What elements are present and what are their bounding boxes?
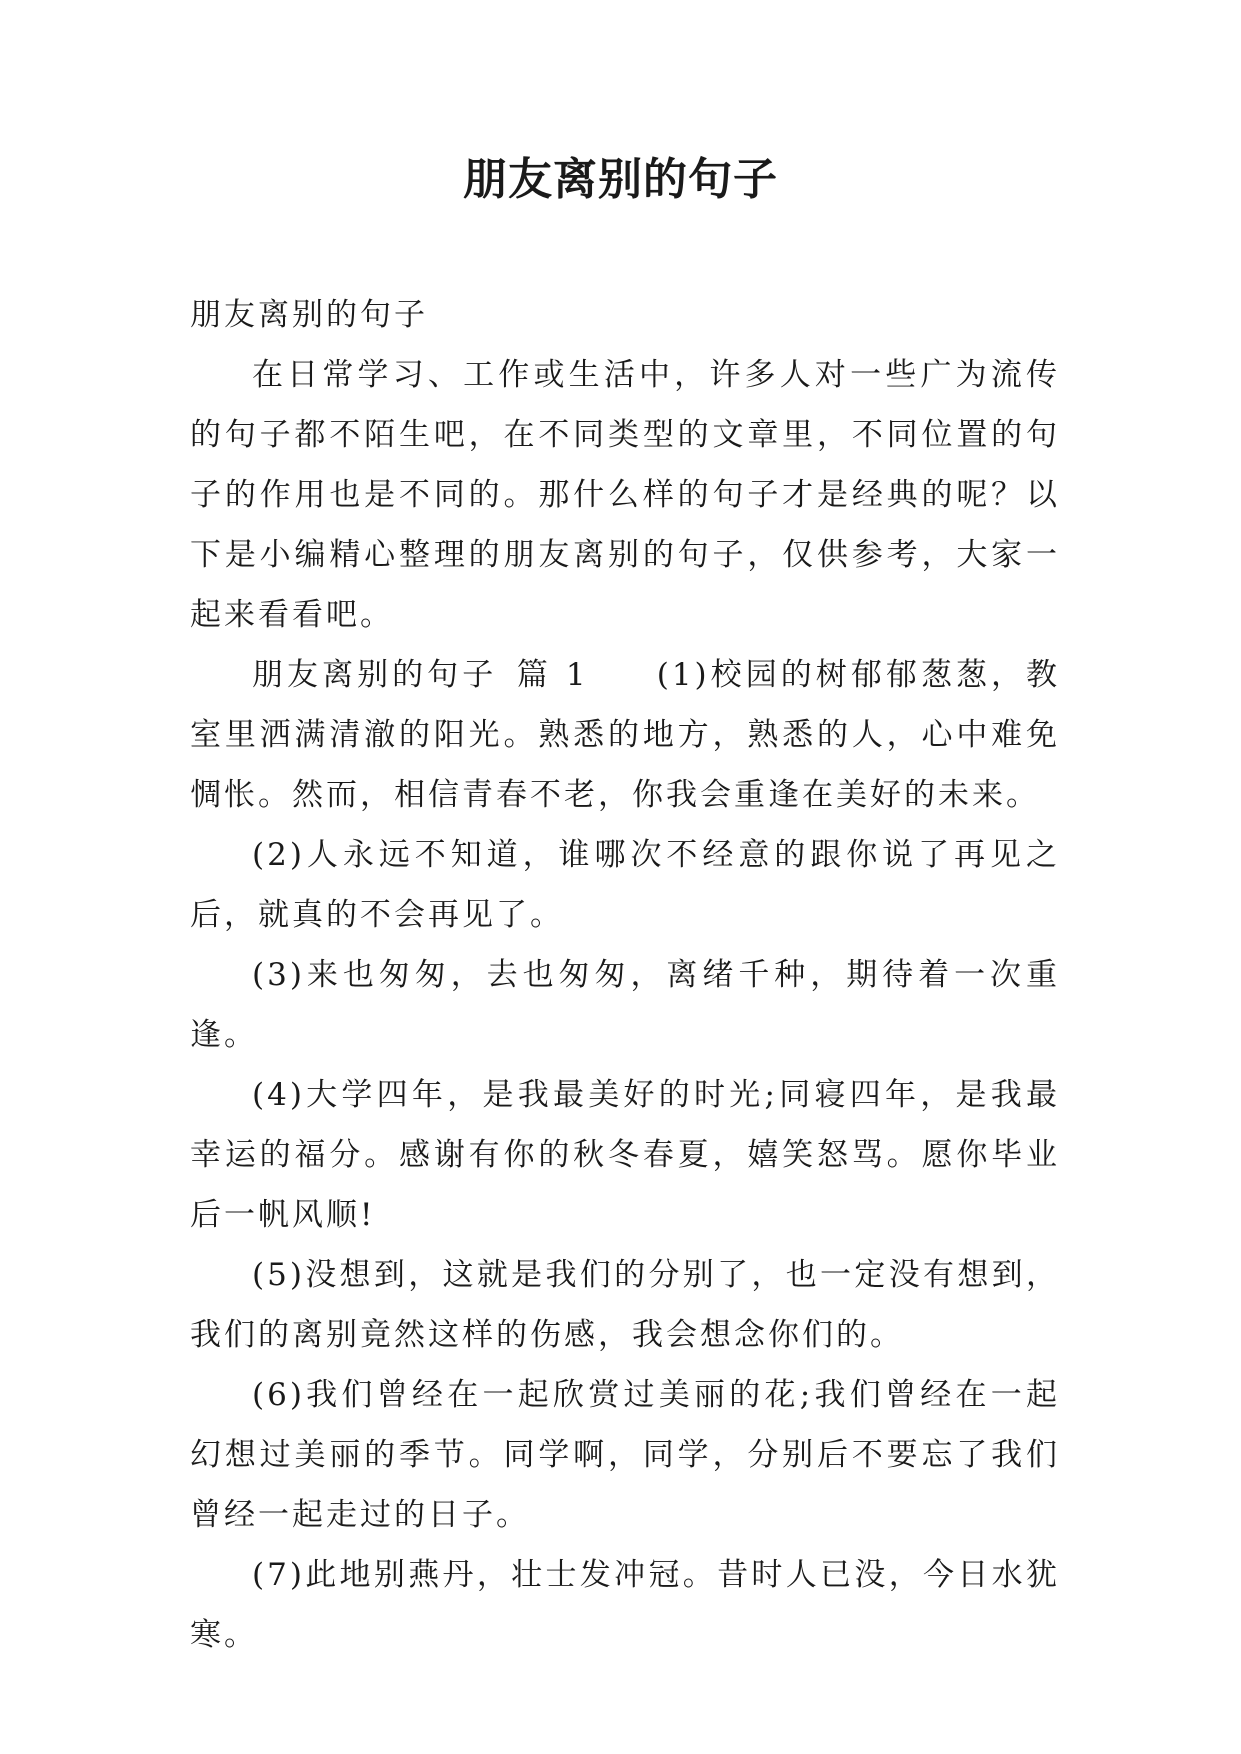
item-1: (1)校园的树郁郁葱葱，教室里洒满清澈的阳光。熟悉的地方，熟悉的人，心中难免惆怅。然而，相信青春不老，你我会重逢在美好的未来。 <box>190 657 1061 813</box>
section-first-paragraph <box>190 645 1060 825</box>
item-7: (7)此地别燕丹，壮士发冲冠。昔时人已没，今日水犹寒。 <box>190 1557 1060 1653</box>
section-label: 朋友离别的句子 <box>252 657 498 693</box>
section-number: 篇 1 <box>515 657 589 693</box>
document-body <box>190 285 1060 1665</box>
document-title: 朋友离别的句子 <box>463 154 778 205</box>
document-subtitle: 朋友离别的句子 <box>190 297 428 333</box>
item-5: (5)没想到，这就是我们的分别了，也一定没有想到，我们的离别竟然这样的伤感，我会想念你们的。 <box>190 1257 1060 1353</box>
item-3: (3)来也匆匆，去也匆匆，离绪千种，期待着一次重逢。 <box>190 957 1060 1053</box>
item-2: (2)人永远不知道，谁哪次不经意的跟你说了再见之后，就真的不会再见了。 <box>190 837 1060 933</box>
item-6: (6)我们曾经在一起欣赏过美丽的花;我们曾经在一起幻想过美丽的季节。同学啊，同学，分别后不要忘了我们曾经一起走过的日子。 <box>190 1377 1060 1533</box>
item-4: (4)大学四年，是我最美好的时光;同寝四年，是我最幸运的福分。感谢有你的秋冬春夏，嬉笑怒骂。愿你毕业后一帆风顺! <box>190 1077 1060 1233</box>
intro-paragraph: 在日常学习、工作或生活中，许多人对一些广为流传的句子都不陌生吧，在不同类型的文章里，不同位置的句子的作用也是不同的。那什么样的句子才是经典的呢？以下是小编精心整理的朋友离别的句子，仅供参考，大家一起来看看吧。 <box>190 357 1060 633</box>
